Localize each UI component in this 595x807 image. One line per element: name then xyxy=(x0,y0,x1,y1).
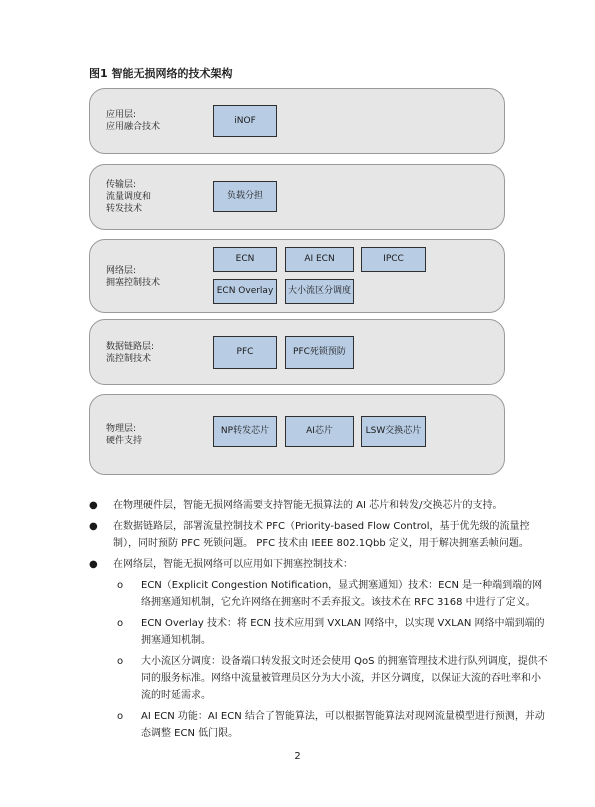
list-item xyxy=(89,497,549,514)
box-ai-chip: AI芯片 xyxy=(285,416,354,447)
sub-list-item-text: 大小流区分调度：设备端口转发报文时还会使用 QoS 的拥塞管理技术进行队列调度，提供不同的服务标准。网络中流量被管理员区分为大小流，并区分调度，以保证大流的吞吐率和小流的时延需求。 xyxy=(141,656,548,701)
box-ecn: ECN xyxy=(213,247,277,272)
list-item-text: 在网络层，智能无损网络可以应用如下拥塞控制技术： xyxy=(113,559,353,570)
sub-list-item-text: AI ECN 功能：AI ECN 结合了智能算法，可以根据智能算法对现网流量模型进行预测，并动态调整 ECN 低门限。 xyxy=(141,711,545,739)
box-load-balancing: 负载分担 xyxy=(213,181,277,212)
bullet-icon: ● xyxy=(89,521,98,532)
sub-list-item-text: ECN Overlay 技术：将 ECN 技术应用到 VXLAN 网络中，以实现 VXLAN 网络中端到端的拥塞通知机制。 xyxy=(141,618,545,646)
box-pfc-deadlock: PFC死锁预防 xyxy=(285,336,354,369)
layer-label: 物理层: 硬件支持 xyxy=(106,424,143,446)
circle-bullet-icon: o xyxy=(117,618,124,629)
bullet-icon: ● xyxy=(89,559,98,570)
layer-network xyxy=(89,239,505,313)
layer-application xyxy=(89,88,505,154)
sub-list-item xyxy=(89,615,549,649)
layer-label: 数据链路层: 流控制技术 xyxy=(106,342,155,364)
box-lsw-chip: LSW交换芯片 xyxy=(361,416,426,447)
box-np-chip: NP转发芯片 xyxy=(213,416,277,447)
layer-label: 应用层: 应用融合技术 xyxy=(106,110,161,132)
figure-title: 图1 智能无损网络的技术架构 xyxy=(89,67,233,80)
box-inof: iNOF xyxy=(213,105,277,137)
sub-list-item-text: ECN（Explicit Congestion Notification，显式拥塞通知）技术：ECN 是一种端到端的网络拥塞通知机制，它允许网络在拥塞时不丢弃报文。该技术在 RFC 3168 中进行了定义。 xyxy=(141,580,543,608)
bullet-list xyxy=(89,497,549,746)
box-ecn-overlay: ECN Overlay xyxy=(213,279,277,304)
layer-transport xyxy=(89,164,505,230)
sub-list-item xyxy=(89,577,549,611)
sub-list-item xyxy=(89,708,549,742)
list-item xyxy=(89,518,549,552)
layer-physical xyxy=(89,394,505,475)
circle-bullet-icon: o xyxy=(117,656,124,667)
page-number: 2 xyxy=(294,751,301,762)
list-item xyxy=(89,556,549,573)
box-pfc: PFC xyxy=(213,336,277,369)
layer-label: 网络层: 拥塞控制技术 xyxy=(106,266,161,288)
circle-bullet-icon: o xyxy=(117,580,124,591)
layer-label: 传输层: 流量调度和 转发技术 xyxy=(106,180,152,214)
box-ipcc: IPCC xyxy=(361,247,426,272)
layer-data-link xyxy=(89,319,505,385)
box-ai-ecn: AI ECN xyxy=(285,247,354,272)
sub-list-item xyxy=(89,653,549,704)
list-item-text: 在物理硬件层，智能无损网络需要支持智能无损算法的 AI 芯片和转发/交换芯片的支持。 xyxy=(113,500,503,511)
list-item-text: 在数据链路层，部署流量控制技术 PFC（Priority-based Flow Control，基于优先级的流量控制），同时预防 PFC 死锁问题。 PFC 技术由 IEEE 802.1Qbb 定义，用于解决拥塞丢帧问题。 xyxy=(113,521,530,549)
circle-bullet-icon: o xyxy=(117,711,124,722)
box-flow-scheduling: 大小流区分调度 xyxy=(285,279,354,304)
bullet-icon: ● xyxy=(89,500,98,511)
